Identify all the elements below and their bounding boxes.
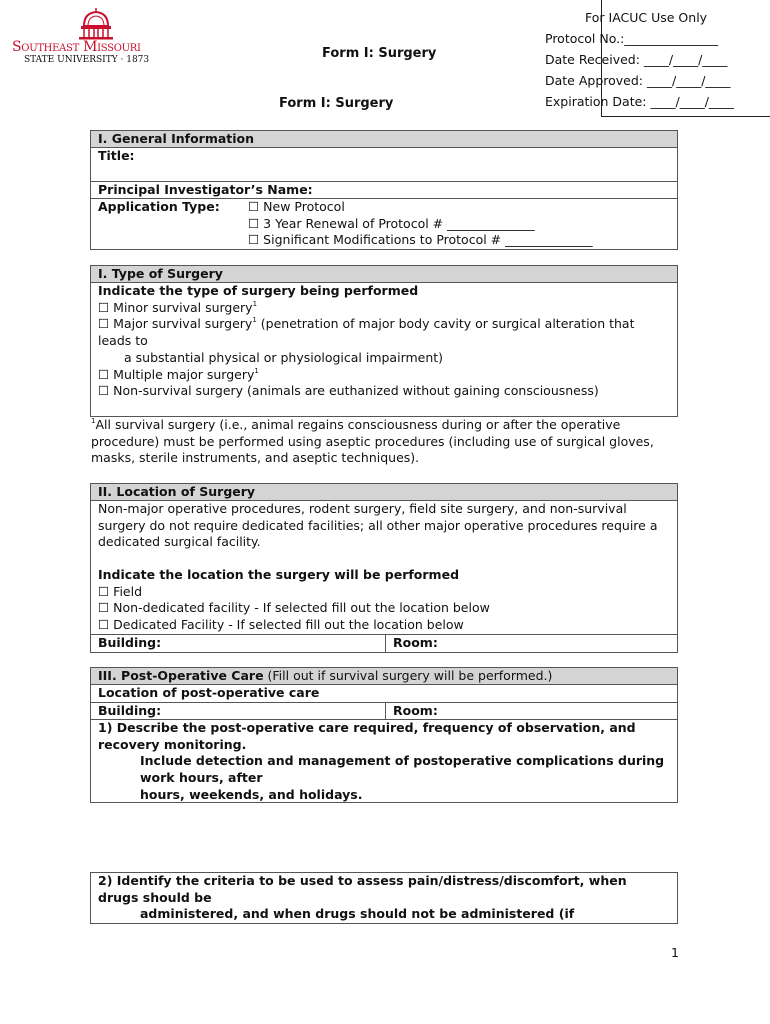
iacuc-heading: For IACUC Use Only [585,10,708,25]
location-building-room [91,635,677,652]
location-building-field[interactable]: Building: [91,635,386,652]
postop-building-field[interactable]: Building: [91,703,386,720]
expiration-date: Expiration Date: ____/____/____ [545,94,734,109]
location-table [90,483,678,653]
application-type-row [91,199,677,249]
location-desc: Non-major operative procedures, rodent surgery, field site surgery, and non-survival surgery do not require dedicated facilities; all other major operative procedures require a dedicated surgical facility. [98,501,658,550]
location-body [91,501,677,635]
university-logo [12,6,162,65]
pi-label: Principal Investigator’s Name: [98,182,313,197]
postop-header: III. Post-Operative Care (Fill out if survival surgery will be performed.) [91,668,677,685]
page-number: 1 [671,945,679,960]
checkbox-multiple[interactable]: ☐ Multiple major surgery$^1$ [98,366,259,382]
major-continuation: a substantial physical or physiological impairment) [124,349,444,365]
form-title-header: Form I: Surgery [322,46,437,61]
location-room-field[interactable]: Room: [393,635,438,650]
type-prompt: Indicate the type of surgery being performed [98,283,419,298]
general-info-header: I. General Information [91,131,677,148]
type-header: I. Type of Surgery [91,266,677,283]
postop-room-field[interactable]: Room: [393,702,438,718]
type-options [91,283,677,416]
checkbox-renewal[interactable]: ☐ 3 Year Renewal of Protocol # ______________ [248,215,535,231]
postop-question-1[interactable]: 1) Describe the post-operative care required, frequency of observation, and recovery monitoring. Include detection and management of postoperative complications during work hours, after hours, weekends, and holidays. [98,720,665,802]
postop-table [90,667,678,803]
logo-line1: Southeast Missouri [12,39,141,55]
checkbox-new-protocol[interactable]: ☐ New Protocol [248,199,345,214]
title-label: Title: [98,148,135,163]
checkbox-modifications[interactable]: ☐ Significant Modifications to Protocol # ______________ [248,232,593,247]
form-title: Form I: Surgery [279,96,394,111]
checkbox-nonsurvival[interactable]: ☐ Non-survival surgery (animals are euthanized without gaining consciousness) [98,383,599,399]
checkbox-field[interactable]: ☐ Field [98,583,143,599]
location-header: II. Location of Surgery [91,484,677,501]
checkbox-dedicated[interactable]: ☐ Dedicated Facility - If selected fill out the location below [98,617,464,633]
app-type-label: Application Type: [98,199,220,214]
pi-name-field[interactable] [91,182,677,199]
location-prompt: Indicate the location the surgery will be performed [98,567,460,582]
pain-table [90,872,678,924]
postop-building-room [91,703,677,721]
dome-logo-icon [76,6,116,40]
pain-question-2[interactable]: 2) Identify the criteria to be used to assess pain/distress/discomfort, when drugs should be administered, and when drugs should not be administered (if [98,873,627,922]
type-of-surgery-table [90,265,678,417]
postop-location-label: Location of post-operative care [91,685,677,703]
logo-line2: STATE UNIVERSITY · 1873 [24,55,150,65]
general-info-table [90,130,678,250]
date-received: Date Received: ____/____/____ [545,52,728,67]
title-field[interactable] [91,148,677,182]
checkbox-major[interactable]: ☐ Major survival surgery$^1$ (penetration of major body cavity or surgical alteration that leads to [98,316,635,349]
survival-footnote: $^1$All survival surgery (i.e., animal regains consciousness during or after the operative procedure) must be performed using aseptic procedures (including use of surgical gloves, masks, sterile instruments, and aseptic techniques). [91,417,654,466]
protocol-number: Protocol No.:_______________ [545,31,719,46]
checkbox-nondedicated[interactable]: ☐ Non-dedicated facility - If selected fill out the location below [98,600,490,616]
checkbox-minor[interactable]: ☐ Minor survival surgery$^1$ [98,299,258,315]
date-approved: Date Approved: ____/____/____ [545,73,731,88]
